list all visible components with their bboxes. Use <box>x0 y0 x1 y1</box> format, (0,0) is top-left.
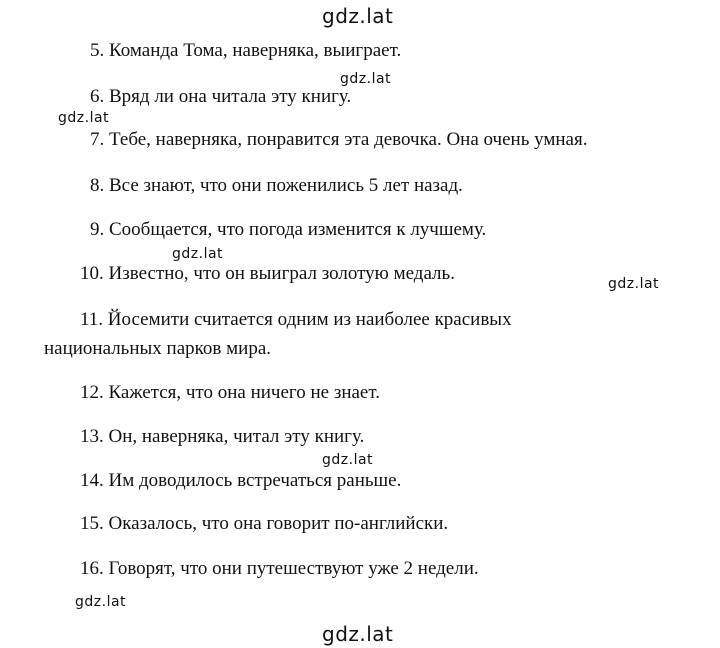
sentence-6: 6. Вряд ли она читала эту книгу. <box>90 86 352 107</box>
sentence-11-line-2: национальных парков мира. <box>44 338 271 359</box>
sentence-15: 15. Оказалось, что она говорит по-английски. <box>80 513 449 534</box>
watermark: gdz.lat <box>608 276 660 292</box>
sentence-9: 9. Сообщается, что погода изменится к лучшему. <box>90 219 487 240</box>
sentence-14: 14. Им доводилось встречаться раньше. <box>80 470 402 491</box>
watermark: gdz.lat <box>75 594 127 610</box>
watermark-bottom: gdz.lat <box>322 622 394 646</box>
watermark: gdz.lat <box>322 452 374 468</box>
sentence-11-line-1: 11. Йосемити считается одним из наиболее красивых <box>80 309 512 330</box>
watermark: gdz.lat <box>58 110 110 126</box>
sentence-12: 12. Кажется, что она ничего не знает. <box>80 382 380 403</box>
sentence-10: 10. Известно, что он выиграл золотую медаль. <box>80 263 455 284</box>
watermark-top: gdz.lat <box>322 4 394 28</box>
sentence-13: 13. Он, наверняка, читал эту книгу. <box>80 426 365 447</box>
sentence-5: 5. Команда Тома, наверняка, выиграет. <box>90 40 402 61</box>
watermark: gdz.lat <box>340 71 392 87</box>
sentence-16: 16. Говорят, что они путешествуют уже 2 недели. <box>80 558 479 579</box>
sentence-7: 7. Тебе, наверняка, понравится эта девочка. Она очень умная. <box>90 129 588 150</box>
sentence-8: 8. Все знают, что они поженились 5 лет назад. <box>90 175 463 196</box>
watermark: gdz.lat <box>172 246 224 262</box>
